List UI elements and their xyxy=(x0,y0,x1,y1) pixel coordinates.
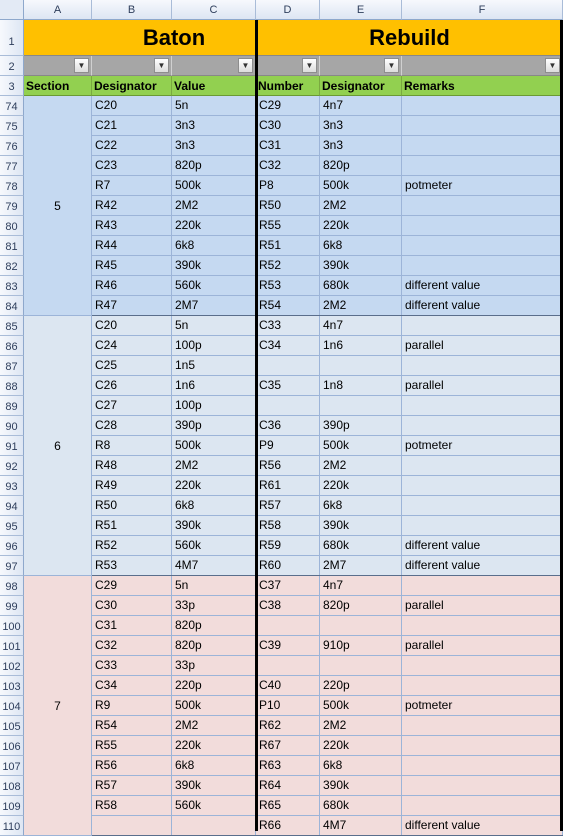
row-header[interactable]: 85 xyxy=(0,316,24,336)
filter-dropdown-icon[interactable]: ▼ xyxy=(545,58,560,73)
row-header[interactable]: 77 xyxy=(0,156,24,176)
table-cell-e[interactable]: 390p xyxy=(320,416,402,436)
row-header[interactable]: 103 xyxy=(0,676,24,696)
table-cell-f[interactable] xyxy=(402,196,563,216)
filter-dropdown-icon[interactable]: ▼ xyxy=(384,58,399,73)
table-cell-b[interactable]: R47 xyxy=(92,296,172,316)
table-cell-f[interactable] xyxy=(402,476,563,496)
table-cell-b[interactable] xyxy=(92,816,172,836)
table-cell-f[interactable] xyxy=(402,316,563,336)
table-cell-f[interactable]: potmeter xyxy=(402,176,563,196)
table-cell-d[interactable] xyxy=(256,356,320,376)
table-cell-e[interactable]: 1n6 xyxy=(320,336,402,356)
table-cell-b[interactable]: C28 xyxy=(92,416,172,436)
table-cell-c[interactable]: 390k xyxy=(172,776,256,796)
table-cell-e[interactable]: 2M2 xyxy=(320,296,402,316)
table-cell-c[interactable]: 5n xyxy=(172,96,256,116)
table-cell-f[interactable] xyxy=(402,716,563,736)
table-cell-f[interactable] xyxy=(402,736,563,756)
table-cell-b[interactable]: C23 xyxy=(92,156,172,176)
table-cell-e[interactable]: 500k xyxy=(320,436,402,456)
row-header[interactable]: 106 xyxy=(0,736,24,756)
header-section[interactable]: Section xyxy=(24,76,92,96)
filter-dropdown-icon[interactable]: ▼ xyxy=(302,58,317,73)
row-header[interactable]: 86 xyxy=(0,336,24,356)
table-cell-d[interactable]: R59 xyxy=(256,536,320,556)
table-cell-f[interactable] xyxy=(402,456,563,476)
table-cell-b[interactable]: R54 xyxy=(92,716,172,736)
table-cell-e[interactable]: 220k xyxy=(320,216,402,236)
table-cell-c[interactable]: 5n xyxy=(172,576,256,596)
section-cell[interactable]: 7 xyxy=(24,576,92,836)
table-cell-d[interactable]: R62 xyxy=(256,716,320,736)
row-header[interactable]: 101 xyxy=(0,636,24,656)
table-cell-d[interactable]: R58 xyxy=(256,516,320,536)
table-cell-d[interactable]: R57 xyxy=(256,496,320,516)
filter-dropdown-icon[interactable]: ▼ xyxy=(154,58,169,73)
column-header-c[interactable]: C xyxy=(172,0,256,20)
row-header[interactable]: 95 xyxy=(0,516,24,536)
table-cell-f[interactable] xyxy=(402,396,563,416)
table-cell-e[interactable]: 2M2 xyxy=(320,456,402,476)
row-header[interactable]: 75 xyxy=(0,116,24,136)
table-cell-c[interactable]: 560k xyxy=(172,796,256,816)
table-cell-e[interactable]: 2M2 xyxy=(320,716,402,736)
table-cell-f[interactable]: different value xyxy=(402,536,563,556)
table-cell-d[interactable]: P8 xyxy=(256,176,320,196)
table-cell-c[interactable]: 5n xyxy=(172,316,256,336)
table-cell-d[interactable]: R53 xyxy=(256,276,320,296)
table-cell-b[interactable]: R45 xyxy=(92,256,172,276)
table-cell-f[interactable]: potmeter xyxy=(402,436,563,456)
table-cell-d[interactable]: C38 xyxy=(256,596,320,616)
table-cell-b[interactable]: R56 xyxy=(92,756,172,776)
table-cell-b[interactable]: R49 xyxy=(92,476,172,496)
table-cell-b[interactable]: C21 xyxy=(92,116,172,136)
table-cell-c[interactable]: 1n6 xyxy=(172,376,256,396)
table-cell-c[interactable]: 820p xyxy=(172,616,256,636)
row-header[interactable]: 87 xyxy=(0,356,24,376)
table-cell-c[interactable]: 2M2 xyxy=(172,196,256,216)
table-cell-f[interactable] xyxy=(402,236,563,256)
table-cell-d[interactable] xyxy=(256,656,320,676)
table-cell-f[interactable] xyxy=(402,776,563,796)
table-cell-c[interactable]: 220k xyxy=(172,736,256,756)
table-cell-d[interactable]: C30 xyxy=(256,116,320,136)
table-cell-b[interactable]: R51 xyxy=(92,516,172,536)
table-cell-b[interactable]: C20 xyxy=(92,96,172,116)
row-header[interactable]: 99 xyxy=(0,596,24,616)
table-cell-b[interactable]: R57 xyxy=(92,776,172,796)
row-header[interactable]: 104 xyxy=(0,696,24,716)
table-cell-c[interactable]: 560k xyxy=(172,536,256,556)
table-cell-e[interactable]: 2M2 xyxy=(320,196,402,216)
row-header[interactable]: 82 xyxy=(0,256,24,276)
filter-cell-a xyxy=(24,56,92,76)
table-cell-d[interactable]: C34 xyxy=(256,336,320,356)
section-cell[interactable]: 6 xyxy=(24,316,92,576)
table-cell-d[interactable]: R67 xyxy=(256,736,320,756)
row-header[interactable]: 108 xyxy=(0,776,24,796)
table-cell-c[interactable]: 2M7 xyxy=(172,296,256,316)
table-cell-e[interactable]: 3n3 xyxy=(320,136,402,156)
row-header[interactable]: 91 xyxy=(0,436,24,456)
table-cell-b[interactable]: C34 xyxy=(92,676,172,696)
table-cell-c[interactable]: 500k xyxy=(172,436,256,456)
table-cell-f[interactable]: different value xyxy=(402,556,563,576)
table-cell-d[interactable]: R51 xyxy=(256,236,320,256)
table-cell-b[interactable]: C33 xyxy=(92,656,172,676)
table-cell-f[interactable] xyxy=(402,576,563,596)
table-cell-c[interactable]: 820p xyxy=(172,156,256,176)
table-cell-c[interactable]: 560k xyxy=(172,276,256,296)
table-cell-b[interactable]: R53 xyxy=(92,556,172,576)
filter-dropdown-icon[interactable]: ▼ xyxy=(238,58,253,73)
table-cell-e[interactable]: 6k8 xyxy=(320,496,402,516)
table-cell-d[interactable]: R64 xyxy=(256,776,320,796)
table-cell-e[interactable] xyxy=(320,396,402,416)
table-cell-f[interactable]: parallel xyxy=(402,596,563,616)
table-cell-b[interactable]: C26 xyxy=(92,376,172,396)
table-cell-c[interactable]: 100p xyxy=(172,336,256,356)
table-cell-f[interactable] xyxy=(402,356,563,376)
table-cell-e[interactable]: 1n8 xyxy=(320,376,402,396)
baton-title[interactable]: Baton xyxy=(92,20,256,56)
table-cell-b[interactable]: R9 xyxy=(92,696,172,716)
table-cell-d[interactable]: C31 xyxy=(256,136,320,156)
table-cell-b[interactable]: R50 xyxy=(92,496,172,516)
table-cell-d[interactable]: R55 xyxy=(256,216,320,236)
row-header[interactable]: 80 xyxy=(0,216,24,236)
table-cell-c[interactable]: 3n3 xyxy=(172,116,256,136)
table-cell-d[interactable]: R50 xyxy=(256,196,320,216)
row-header[interactable]: 90 xyxy=(0,416,24,436)
table-cell-f[interactable] xyxy=(402,416,563,436)
table-cell-e[interactable]: 820p xyxy=(320,596,402,616)
table-cell-e[interactable]: 390k xyxy=(320,776,402,796)
table-cell-b[interactable]: R58 xyxy=(92,796,172,816)
header-designator[interactable]: Designator xyxy=(92,76,172,96)
table-cell-e[interactable]: 220k xyxy=(320,476,402,496)
table-cell-b[interactable]: C24 xyxy=(92,336,172,356)
table-cell-b[interactable]: R8 xyxy=(92,436,172,456)
row-header[interactable]: 76 xyxy=(0,136,24,156)
row-header[interactable]: 102 xyxy=(0,656,24,676)
table-cell-b[interactable]: C25 xyxy=(92,356,172,376)
table-cell-f[interactable] xyxy=(402,136,563,156)
table-cell-e[interactable]: 4M7 xyxy=(320,816,402,836)
table-cell-c[interactable]: 33p xyxy=(172,596,256,616)
table-cell-f[interactable] xyxy=(402,496,563,516)
filter-cell-c xyxy=(172,56,256,76)
table-cell-f[interactable] xyxy=(402,676,563,696)
row-header[interactable]: 83 xyxy=(0,276,24,296)
row-header[interactable]: 81 xyxy=(0,236,24,256)
filter-cell-e xyxy=(320,56,402,76)
filter-cell-b xyxy=(92,56,172,76)
table-cell-e[interactable]: 6k8 xyxy=(320,756,402,776)
column-header-a[interactable]: A xyxy=(24,0,92,20)
table-cell-d[interactable]: C37 xyxy=(256,576,320,596)
row-header[interactable]: 88 xyxy=(0,376,24,396)
table-cell-f[interactable] xyxy=(402,616,563,636)
table-cell-b[interactable]: R48 xyxy=(92,456,172,476)
table-cell-d[interactable]: R61 xyxy=(256,476,320,496)
table-cell-d[interactable]: C33 xyxy=(256,316,320,336)
table-cell-e[interactable]: 2M7 xyxy=(320,556,402,576)
row-header[interactable]: 110 xyxy=(0,816,24,836)
table-cell-e[interactable]: 220p xyxy=(320,676,402,696)
table-cell-e[interactable]: 390k xyxy=(320,516,402,536)
table-cell-e[interactable]: 680k xyxy=(320,796,402,816)
row-header-3[interactable]: 3 xyxy=(0,76,24,96)
table-cell-f[interactable] xyxy=(402,256,563,276)
table-cell-e[interactable] xyxy=(320,616,402,636)
table-cell-f[interactable]: parallel xyxy=(402,336,563,356)
row-header[interactable]: 97 xyxy=(0,556,24,576)
table-cell-c[interactable]: 2M2 xyxy=(172,456,256,476)
table-cell-d[interactable]: C40 xyxy=(256,676,320,696)
header-value[interactable]: Value xyxy=(172,76,256,96)
section-cell[interactable]: 5 xyxy=(24,96,92,316)
table-cell-c[interactable]: 2M2 xyxy=(172,716,256,736)
table-cell-f[interactable] xyxy=(402,516,563,536)
table-cell-f[interactable] xyxy=(402,116,563,136)
table-cell-f[interactable]: potmeter xyxy=(402,696,563,716)
table-cell-c[interactable]: 6k8 xyxy=(172,236,256,256)
row-header[interactable]: 100 xyxy=(0,616,24,636)
table-cell-c[interactable]: 220k xyxy=(172,216,256,236)
row-header[interactable]: 96 xyxy=(0,536,24,556)
header-remarks[interactable]: Remarks xyxy=(402,76,563,96)
table-cell-c[interactable]: 500k xyxy=(172,696,256,716)
table-cell-b[interactable]: R46 xyxy=(92,276,172,296)
table-cell-d[interactable] xyxy=(256,616,320,636)
select-all-corner[interactable] xyxy=(0,0,24,20)
row-header[interactable]: 78 xyxy=(0,176,24,196)
column-header-f[interactable]: F xyxy=(402,0,563,20)
filter-cell-d xyxy=(256,56,320,76)
table-cell-f[interactable] xyxy=(402,96,563,116)
table-cell-e[interactable]: 500k xyxy=(320,696,402,716)
table-cell-c[interactable]: 100p xyxy=(172,396,256,416)
table-cell-d[interactable]: R65 xyxy=(256,796,320,816)
row-header[interactable]: 94 xyxy=(0,496,24,516)
filter-dropdown-icon[interactable]: ▼ xyxy=(74,58,89,73)
table-cell-d[interactable]: C32 xyxy=(256,156,320,176)
table-cell-b[interactable]: R42 xyxy=(92,196,172,216)
table-cell-c[interactable]: 820p xyxy=(172,636,256,656)
row-header[interactable]: 98 xyxy=(0,576,24,596)
table-cell-c[interactable]: 220k xyxy=(172,476,256,496)
table-cell-e[interactable]: 680k xyxy=(320,276,402,296)
table-cell-c[interactable]: 390p xyxy=(172,416,256,436)
table-cell-d[interactable]: R63 xyxy=(256,756,320,776)
table-cell-f[interactable]: parallel xyxy=(402,376,563,396)
filter-cell-f xyxy=(402,56,563,76)
rebuild-title[interactable]: Rebuild xyxy=(256,20,563,56)
table-cell-c[interactable]: 4M7 xyxy=(172,556,256,576)
table-cell-d[interactable]: P10 xyxy=(256,696,320,716)
row-header-2[interactable]: 2 xyxy=(0,56,24,76)
table-cell-e[interactable]: 4n7 xyxy=(320,96,402,116)
header-designator-rebuild[interactable]: Designator xyxy=(320,76,402,96)
table-cell-b[interactable]: C22 xyxy=(92,136,172,156)
table-cell-d[interactable]: R66 xyxy=(256,816,320,836)
table-cell-b[interactable]: R55 xyxy=(92,736,172,756)
table-cell-c[interactable]: 390k xyxy=(172,516,256,536)
table-cell-d[interactable]: R60 xyxy=(256,556,320,576)
table-cell-c[interactable]: 6k8 xyxy=(172,756,256,776)
table-cell-b[interactable]: R43 xyxy=(92,216,172,236)
table-cell-d[interactable]: C39 xyxy=(256,636,320,656)
table-cell-f[interactable] xyxy=(402,156,563,176)
row-header[interactable]: 79 xyxy=(0,196,24,216)
table-cell-e[interactable] xyxy=(320,356,402,376)
table-cell-c[interactable]: 1n5 xyxy=(172,356,256,376)
table-cell-c[interactable]: 6k8 xyxy=(172,496,256,516)
table-cell-b[interactable]: C20 xyxy=(92,316,172,336)
section-divider xyxy=(92,835,563,836)
table-cell-e[interactable]: 500k xyxy=(320,176,402,196)
table-cell-e[interactable] xyxy=(320,656,402,676)
row-header[interactable]: 93 xyxy=(0,476,24,496)
table-cell-c[interactable]: 33p xyxy=(172,656,256,676)
table-cell-d[interactable]: C29 xyxy=(256,96,320,116)
table-cell-f[interactable]: parallel xyxy=(402,636,563,656)
table-cell-b[interactable]: R44 xyxy=(92,236,172,256)
table-cell-f[interactable] xyxy=(402,796,563,816)
table-cell-e[interactable]: 4n7 xyxy=(320,316,402,336)
table-cell-d[interactable]: R52 xyxy=(256,256,320,276)
column-header-d[interactable]: D xyxy=(256,0,320,20)
table-cell-f[interactable] xyxy=(402,216,563,236)
header-number[interactable]: Number xyxy=(256,76,320,96)
table-cell-d[interactable]: R54 xyxy=(256,296,320,316)
table-cell-f[interactable]: different value xyxy=(402,276,563,296)
table-cell-f[interactable] xyxy=(402,756,563,776)
table-cell-e[interactable]: 220k xyxy=(320,736,402,756)
table-cell-f[interactable]: different value xyxy=(402,816,563,836)
table-cell-e[interactable]: 910p xyxy=(320,636,402,656)
table-cell-f[interactable]: different value xyxy=(402,296,563,316)
row-header[interactable]: 109 xyxy=(0,796,24,816)
column-header-e[interactable]: E xyxy=(320,0,402,20)
table-cell-f[interactable] xyxy=(402,656,563,676)
row-header[interactable]: 107 xyxy=(0,756,24,776)
table-cell-e[interactable]: 820p xyxy=(320,156,402,176)
table-cell-c[interactable] xyxy=(172,816,256,836)
table-cell-e[interactable]: 680k xyxy=(320,536,402,556)
column-header-b[interactable]: B xyxy=(92,0,172,20)
row-header[interactable]: 84 xyxy=(0,296,24,316)
table-cell-b[interactable]: C29 xyxy=(92,576,172,596)
table-cell-b[interactable]: R52 xyxy=(92,536,172,556)
row-header[interactable]: 105 xyxy=(0,716,24,736)
table-cell-b[interactable]: C27 xyxy=(92,396,172,416)
table-cell-d[interactable]: C36 xyxy=(256,416,320,436)
baton-rebuild-divider xyxy=(255,20,258,831)
table-cell-d[interactable] xyxy=(256,396,320,416)
table-cell-b[interactable]: C32 xyxy=(92,636,172,656)
table-cell-b[interactable]: R7 xyxy=(92,176,172,196)
row-header[interactable]: 92 xyxy=(0,456,24,476)
table-cell-e[interactable]: 4n7 xyxy=(320,576,402,596)
row-header[interactable]: 89 xyxy=(0,396,24,416)
table-cell-b[interactable]: C30 xyxy=(92,596,172,616)
table-cell-c[interactable]: 390k xyxy=(172,256,256,276)
row-header[interactable]: 74 xyxy=(0,96,24,116)
table-cell-c[interactable]: 3n3 xyxy=(172,136,256,156)
table-cell-d[interactable]: P9 xyxy=(256,436,320,456)
table-cell-e[interactable]: 390k xyxy=(320,256,402,276)
table-cell-c[interactable]: 220p xyxy=(172,676,256,696)
row-header-1[interactable]: 1 xyxy=(0,20,24,56)
table-cell-e[interactable]: 6k8 xyxy=(320,236,402,256)
table-cell-e[interactable]: 3n3 xyxy=(320,116,402,136)
title-blank-cell[interactable] xyxy=(24,20,92,56)
table-cell-c[interactable]: 500k xyxy=(172,176,256,196)
table-cell-d[interactable]: R56 xyxy=(256,456,320,476)
table-cell-b[interactable]: C31 xyxy=(92,616,172,636)
table-cell-d[interactable]: C35 xyxy=(256,376,320,396)
